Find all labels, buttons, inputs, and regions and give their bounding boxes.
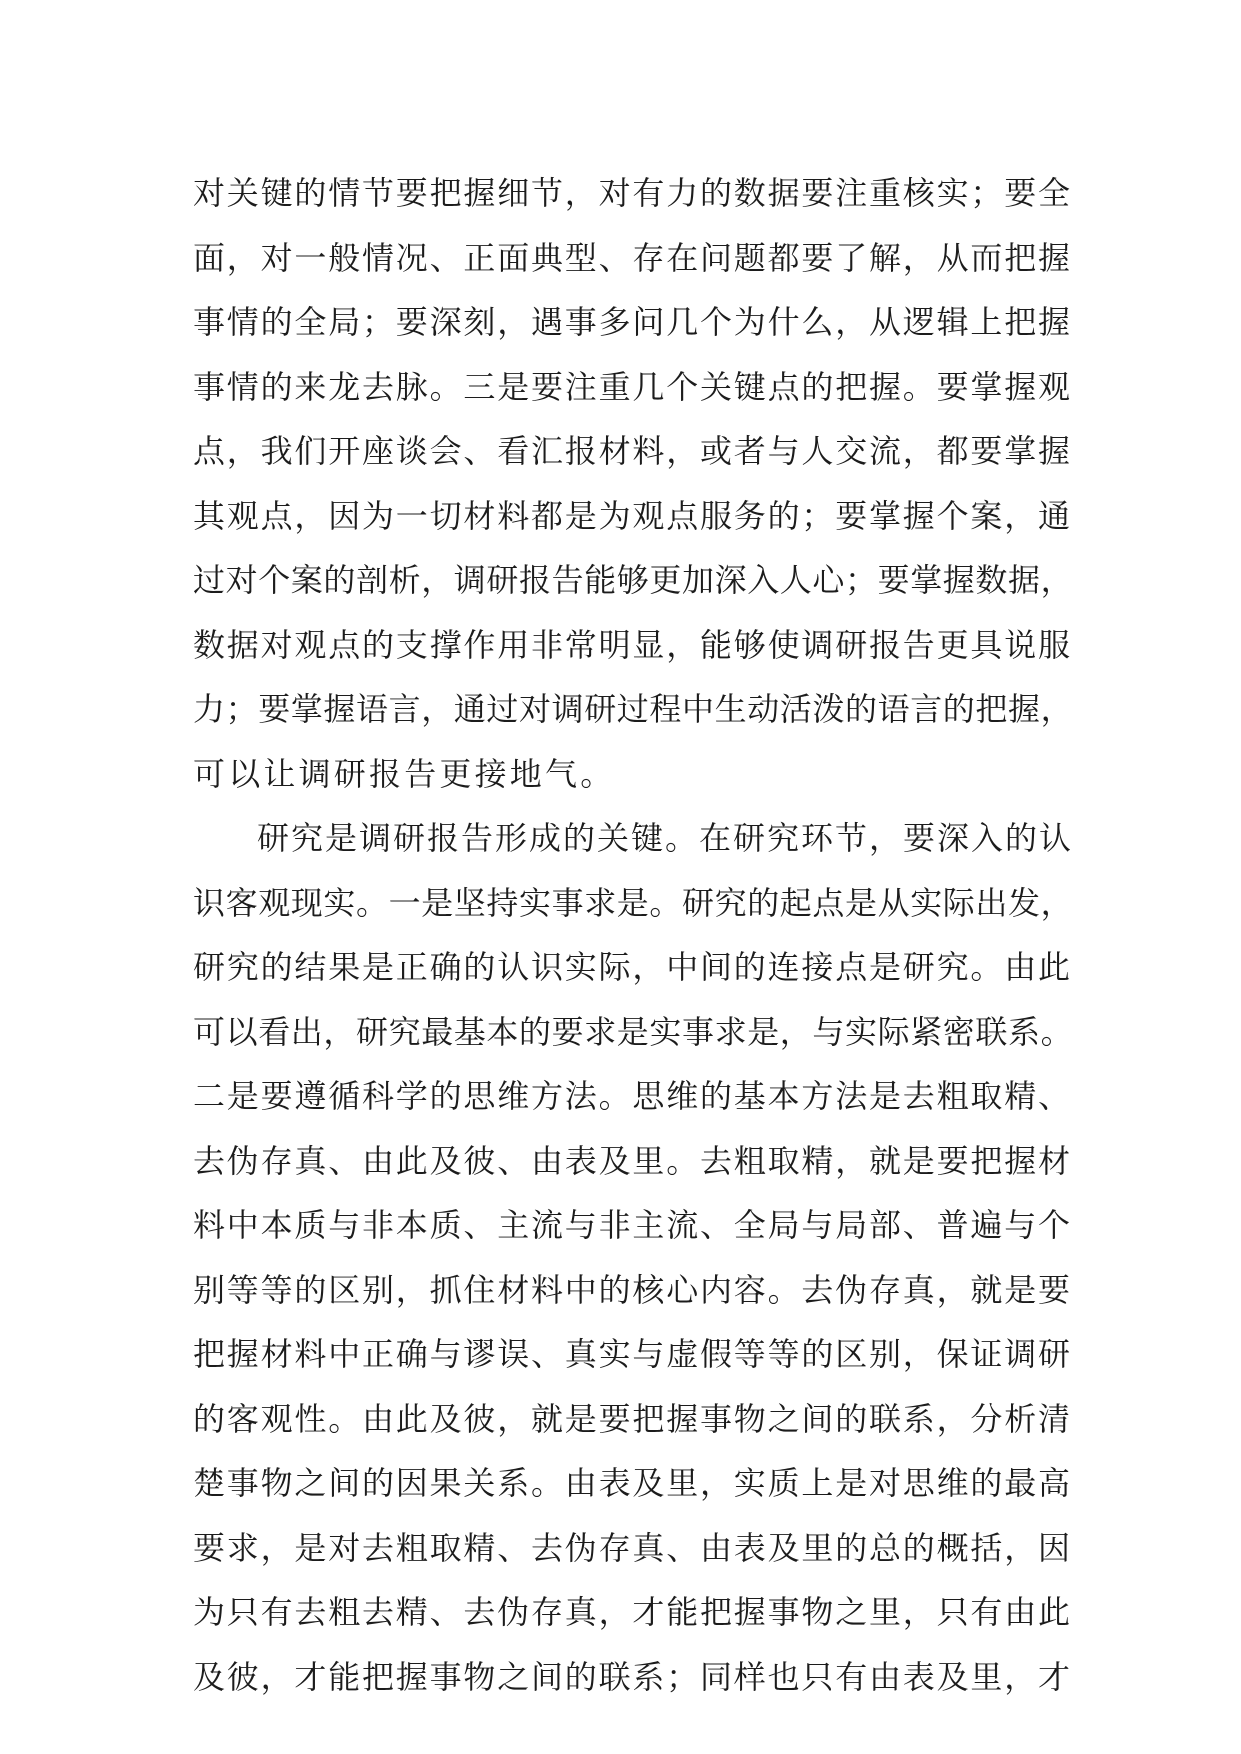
- text-line: 别等等的区别，抓住材料中的核心内容。去伪存真，就是要: [193, 1270, 1072, 1309]
- text-line: 要求，是对去粗取精、去伪存真、由表及里的总的概括，因: [193, 1528, 1072, 1567]
- text-line: 的客观性。由此及彼，就是要把握事物之间的联系，分析清: [193, 1399, 1072, 1438]
- paragraph-first-line: 研究是调研报告形成的关键。在研究环节，要深入的认: [257, 819, 1074, 857]
- text-line: 去伪存真、由此及彼、由表及里。去粗取精，就是要把握材: [193, 1141, 1072, 1180]
- text-line: 过对个案的剖析，调研报告能够更加深入人心；要掌握数据，: [193, 561, 1074, 599]
- text-line: 及彼，才能把握事物之间的联系；同样也只有由表及里，才: [193, 1657, 1072, 1696]
- text-line: 识客观现实。一是坚持实事求是。研究的起点是从实际出发，: [193, 883, 1074, 922]
- text-line: 为只有去粗去精、去伪存真，才能把握事物之里，只有由此: [193, 1593, 1072, 1631]
- text-line: 把握材料中正确与谬误、真实与虚假等等的区别，保证调研: [193, 1335, 1072, 1373]
- text-line: 数据对观点的支撑作用非常明显，能够使调研报告更具说服: [193, 625, 1072, 664]
- text-line: 楚事物之间的因果关系。由表及里，实质上是对思维的最高: [193, 1464, 1072, 1502]
- text-line: 可以看出，研究最基本的要求是实事求是，与实际紧密联系。: [193, 1012, 1074, 1051]
- text-line: 其观点，因为一切材料都是为观点服务的；要掌握个案，通: [193, 496, 1072, 535]
- text-line: 点，我们开座谈会、看汇报材料，或者与人交流，都要掌握: [193, 432, 1072, 470]
- text-line: 研究的结果是正确的认识实际，中间的连接点是研究。由此: [193, 948, 1072, 986]
- text-line: 可以让调研报告更接地气。: [193, 754, 616, 793]
- text-line: 面，对一般情况、正面典型、存在问题都要了解，从而把握: [193, 238, 1072, 277]
- text-line: 事情的全局；要深刻，遇事多问几个为什么，从逻辑上把握: [193, 303, 1072, 341]
- text-line: 力；要掌握语言，通过对调研过程中生动活泼的语言的把握，: [193, 690, 1074, 728]
- text-line: 事情的来龙去脉。三是要注重几个关键点的把握。要掌握观: [193, 367, 1072, 406]
- text-line: 二是要遵循科学的思维方法。思维的基本方法是去粗取精、: [193, 1077, 1072, 1115]
- text-line: 对关键的情节要把握细节，对有力的数据要注重核实；要全: [193, 174, 1072, 212]
- text-line: 料中本质与非本质、主流与非主流、全局与局部、普遍与个: [193, 1206, 1072, 1244]
- body-text: [193, 161, 1073, 1709]
